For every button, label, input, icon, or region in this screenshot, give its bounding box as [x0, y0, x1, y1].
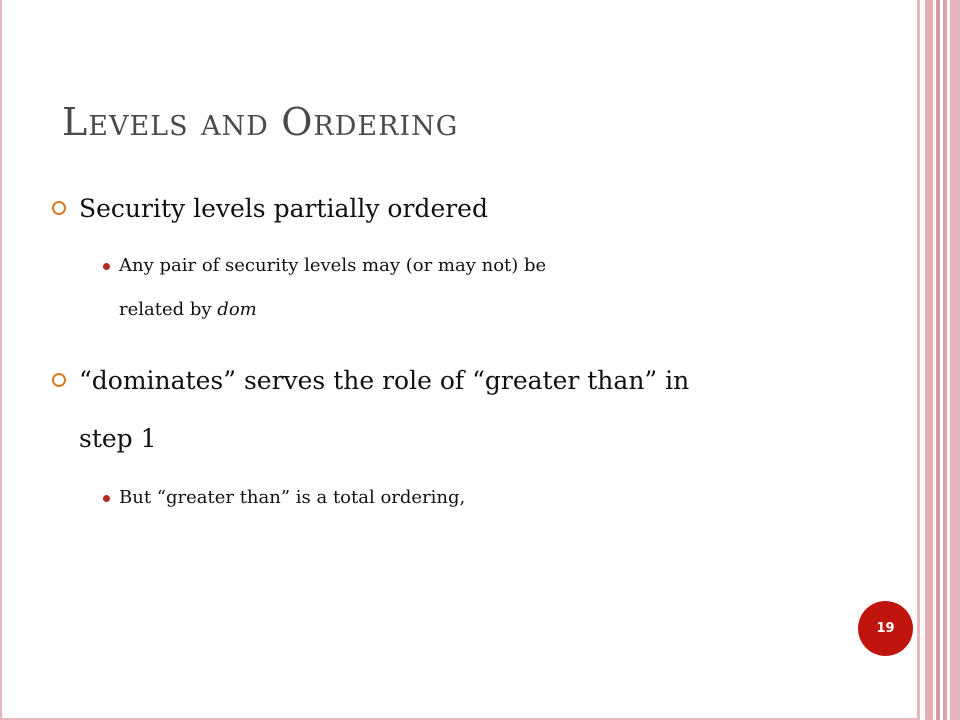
- decor-stripe: [936, 0, 940, 720]
- bullet-line: “dominates” serves the role of “greater than” in: [79, 366, 690, 395]
- decor-stripe: [943, 0, 947, 720]
- sub-bullet-text: But “greater than” is a total ordering,: [119, 487, 466, 508]
- bullet-text: Security levels partially ordered: [79, 194, 488, 223]
- ring-bullet-icon: [52, 373, 66, 387]
- sub-bullet-line: [119, 288, 739, 332]
- sub-bullet-text-run: related by: [119, 299, 218, 320]
- title-word: AND: [201, 111, 269, 142]
- title-initial: L: [62, 100, 89, 144]
- slide-title: [62, 100, 458, 144]
- dot-bullet-icon: [103, 495, 110, 502]
- sub-bullet-text: [119, 244, 739, 332]
- bullet-text: [79, 358, 799, 462]
- left-border: [0, 0, 2, 720]
- title-initial: O: [281, 100, 314, 144]
- dot-bullet-icon: [103, 263, 110, 270]
- bullet-line: step 1: [79, 424, 157, 453]
- decor-stripe: [925, 0, 933, 720]
- title-word: RDERING: [313, 111, 459, 142]
- title-word: EVELS: [88, 111, 189, 142]
- decor-stripe: [917, 0, 920, 720]
- emphasis-text: dom: [217, 299, 257, 320]
- ring-bullet-icon: [52, 201, 66, 215]
- decor-stripe: [950, 0, 960, 720]
- sub-bullet-line: Any pair of security levels may (or may not) be: [119, 255, 547, 276]
- page-number-badge: 19: [858, 601, 913, 656]
